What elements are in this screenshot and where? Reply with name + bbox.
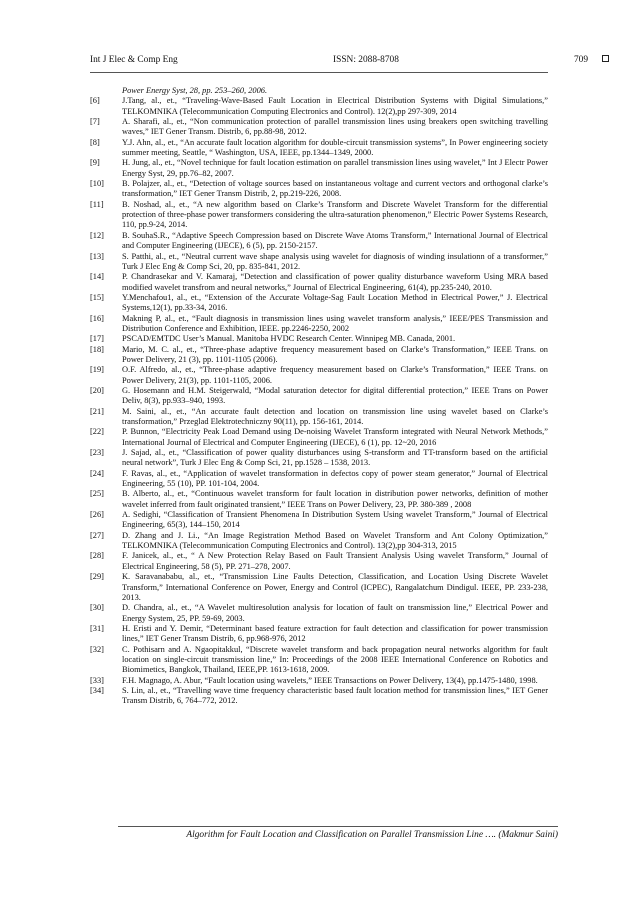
checkbox-square-icon: [602, 55, 609, 62]
reference-item: [90, 334, 548, 344]
reference-text: Y.J. Ahn, al., et., “An accurate fault location algorithm for double-circuit transmission systems”, In Power engineering society summer meeting, Seattle, “ Washington, USA, IEEE, pp.1344–1349, 2000.: [122, 137, 548, 158]
reference-number: [10]: [90, 179, 104, 189]
reference-item: [90, 489, 548, 510]
reference-item: [90, 572, 548, 603]
reference-number: [27]: [90, 530, 104, 540]
reference-item: [90, 448, 548, 469]
reference-text: F.H. Magnago, A. Abur, “Fault location using wavelets,” IEEE Transactions on Power Delivery, 13(4), pp.1475-1480, 1998.: [122, 675, 538, 685]
reference-number: [32]: [90, 644, 104, 654]
reference-item: [90, 231, 548, 252]
reference-number: [22]: [90, 427, 104, 437]
reference-number: [11]: [90, 199, 104, 209]
journal-name: Int J Elec & Comp Eng: [90, 55, 178, 65]
reference-text: B. SouhaS.R., “Adaptive Speech Compression based on Discrete Wave Atoms Transform,” International Journal of Electrical and Computer Engineering (IJECE), 6 (5), pp. 2150-2157.: [122, 230, 548, 251]
reference-item: [90, 469, 548, 490]
reference-item: [90, 86, 548, 96]
reference-number: [29]: [90, 572, 104, 582]
reference-item: [90, 686, 548, 707]
reference-number: [33]: [90, 675, 104, 685]
page-header: [90, 52, 588, 68]
reference-item: [90, 96, 548, 117]
reference-text: O.F. Alfredo, al., et., “Three-phase adaptive frequency measurement based on Clarke’s Transformation,” IEEE Trans. on Power Delivery, 21(3), pp. 1101-1105, 2006.: [122, 365, 548, 385]
reference-text: P. Chandrasekar and V. Kamaraj, “Detection and classification of power quality disturbance waveform Using MRA based modified wavelet transfrom and neural networks,” Journal of Electrical Engineering, 61(4), pp.235-240, 2010.: [122, 272, 548, 292]
reference-number: [30]: [90, 603, 104, 613]
reference-number: [7]: [90, 117, 100, 127]
reference-number: [31]: [90, 623, 104, 633]
reference-text: F. Ravas, al., et., “Application of wavelet transformation in defectos copy of power steam generator,” Journal of Electrical Engineering, 55 (10), PP. 101-104, 2004.: [122, 468, 548, 489]
reference-number: [9]: [90, 158, 100, 168]
reference-text: PSCAD/EMTDC User’s Manual. Manitoba HVDC Research Center. Winnipeg MB. Canada, 2001.: [122, 334, 456, 344]
reference-number: [28]: [90, 551, 104, 561]
reference-item: [90, 345, 548, 366]
reference-number: [21]: [90, 406, 104, 416]
reference-number: [25]: [90, 489, 104, 499]
reference-text: H. Eristi and Y. Demir, “Determinant based feature extraction for fault detection and classification for power transmission lines,” IET Gener Transm Distrib, 6, pp.968-976, 2012: [122, 623, 548, 644]
reference-item: [90, 293, 548, 314]
reference-number: [26]: [90, 510, 104, 520]
reference-text: B. Alberto, al., et., “Continuous wavelet transform for fault location in distribution power networks, definition of mother wavelet inferred from fault originated transient,” IEEE Trans on Power Delivery, 23, PP. 380-389 , 2008: [122, 489, 548, 509]
reference-list: [90, 86, 548, 707]
reference-number: [6]: [90, 96, 100, 106]
reference-number: [23]: [90, 448, 104, 458]
reference-item: [90, 179, 548, 200]
reference-number: [13]: [90, 251, 104, 261]
reference-text: A. Sharafi, al., et., “Non communication protection of parallel transmission lines using breakers open switching travelling waves,” IET Gener Transm. Distrib, 6, pp.88-98, 2012.: [122, 117, 548, 137]
reference-item: [90, 138, 548, 159]
reference-item: [90, 531, 548, 552]
reference-item: [90, 510, 548, 531]
reference-item: [90, 117, 548, 138]
reference-number: [8]: [90, 137, 100, 147]
reference-item: [90, 272, 548, 293]
reference-text: F. Janicek, al., et., “ A New Protection Relay Based on Fault Transient Analysis Using wavelet Transform,” Journal of Electrical Engineering, 58 (5), PP. 271–278, 2007.: [122, 551, 548, 571]
reference-text: J.Tang, al., et., “Traveling-Wave-Based Fault Location in Electrical Distribution Systems with Digital Simulations,” TELKOMNIKA (Telecommunication Computing Electronics and Control). 12(2),pp 297-309, 2014: [122, 96, 548, 116]
reference-item: [90, 676, 548, 686]
reference-text: C. Pothisarn and A. Ngaopitakkul, “Discrete wavelet transform and back propagation neural networks algorithm for fault location on single-circuit transmission line,” In: Proceedings of the 2008 IEEE International Conference on Robotics and Biomimetics, Bangkok, Thailand, IEEE,PP. 1613-1618, 2009.: [122, 644, 548, 675]
reference-text: Y.Menchafou1, al., et., “Extension of the Accurate Voltage-Sag Fault Location Method in Electrical Power,” J. Electrical Systems,12(1), pp.33-34, 2016.: [122, 292, 548, 313]
page-number: 709: [573, 55, 588, 65]
footer-rule: [118, 826, 558, 827]
reference-text: D. Chandra, al., et., “A Wavelet multiresolution analysis for location of fault on transmission line,” Electrical Power and Energy System, 25, PP. 59-69, 2003.: [122, 603, 548, 623]
reference-text: Mario, M. C. al., et., “Three-phase adaptive frequency measurement based on Clarke’s Transformation,” IEEE Trans. on Power Delivery, 21 (3), pp. 1101-1105 (2006).: [122, 344, 548, 364]
reference-text: B. Noshad, al., et., “A new algorithm based on Clarke’s Transform and Discrete Wavelet Transform for the differential protection of three-phase power transformers considering the ultra-saturation phenomenon,” Electric Power Systems Research, 110, pp.9-24, 2014.: [122, 199, 548, 230]
reference-number: [16]: [90, 313, 104, 323]
issn: ISSN: 2088-8708: [333, 55, 399, 65]
reference-item: [90, 551, 548, 572]
reference-text: Makning P, al., et., “Fault diagnosis in transmission lines using wavelet transform analysis,” IEEE/PES Transmission and Distribution Conference and Exhibition, IEEE. pp.2246-2250, 2002: [122, 313, 548, 333]
reference-item: [90, 200, 548, 231]
reference-text: S. Lin, al., et., “Travelling wave time frequency characteristic based fault location method for transmission lines,” IET Gener Transm Distrib, 6, 764–772, 2012.: [122, 685, 548, 706]
reference-item: [90, 252, 548, 273]
reference-text: A. Sedighi, “Classification of Transient Phenomena In Distribution System Using wavelet Transform,” Journal of Electrical Engineering, 65(3), 144–150, 2014: [122, 510, 548, 530]
reference-number: [18]: [90, 344, 104, 354]
reference-text: J. Sajad, al., et., “Classification of power quality disturbances using S-transform and TT-transform based on the artificial neural network”, Turk J Elec Eng & Comp Sci, 21, pp.1528 – 1538, 2013.: [122, 448, 548, 468]
reference-number: [15]: [90, 292, 104, 302]
reference-item: [90, 624, 548, 645]
reference-number: [12]: [90, 230, 104, 240]
reference-number: [24]: [90, 468, 104, 478]
reference-item: [90, 645, 548, 676]
reference-number: [19]: [90, 365, 104, 375]
reference-item: [90, 386, 548, 407]
reference-item: [90, 365, 548, 386]
reference-text: K. Saravanababu, al., et., “Transmission Line Faults Detection, Classification, and Location Using Discrete Wavelet Transform,” International Conference on Power, Energy and Control (ICPEC), Rangalatchum Dindigul. IEEE, PP. 233-238, 2013.: [122, 572, 548, 602]
header-rule: [90, 72, 548, 73]
reference-item: [90, 158, 548, 179]
reference-item: [90, 427, 548, 448]
reference-text: S. Patthi, al., et., “Neutral current wave shape analysis using wavelet for diagnosis of winding insulationn of a transformer,” Turk J Elec Eng & Comp Sci, 20, pp. 835-841, 2012.: [122, 251, 548, 271]
reference-item: [90, 407, 548, 428]
reference-text: M. Saini, al., et., “An accurate fault detection and location on transmission line using wavelet based on Clarke’s transformation,” Przeglad Elektrotechniczny 90(11), pp. 156-161, 2014.: [122, 406, 548, 426]
reference-item: [90, 314, 548, 335]
reference-number: [17]: [90, 334, 104, 344]
reference-text: G. Hosemann and H.M. Steigerwald, “Modal saturation detector for digital differential protection,” IEEE Trans on Power Deliv, 8(3), pp.933–940, 1993.: [122, 385, 548, 406]
reference-text: P. Bunnon, “Electricity Peak Load Demand using De-noising Wavelet Transform integrated with Neural Network Methods,” International Journal of Electrical and Computer Engineering (IJECE), 6 (1), pp. 12~20, 2016: [122, 427, 548, 447]
reference-text: Power Energy Syst, 28, pp. 253–260, 2006.: [122, 86, 268, 95]
reference-number: [14]: [90, 272, 104, 282]
reference-item: [90, 603, 548, 624]
reference-text: B. Polajzer, al., et., “Detection of voltage sources based on instantaneous voltage and current vectors and orthogonal clarke’s transformation,” IET Gener Transm Distrib, 2, pp.219-226, 2008.: [122, 179, 548, 199]
reference-number: [34]: [90, 685, 104, 695]
page-footer: Algorithm for Fault Location and Classification on Parallel Transmission Line …. (Makmur Saini): [186, 830, 558, 840]
reference-text: H. Jung, al., et., “Novel technique for fault location estimation on parallel transmission lines using wavelet,” Int J Electr Power Energy Syst, 29, pp.76–82, 2007.: [122, 158, 548, 178]
reference-number: [20]: [90, 385, 104, 395]
reference-text: D. Zhang and J. Li., “An Image Registration Method Based on Wavelet Transform and Ant Colony Optimization,” TELKOMNIKA (Telecommunication Computing Electronics and Control). 13(2),pp 304-313, 2015: [122, 530, 548, 551]
